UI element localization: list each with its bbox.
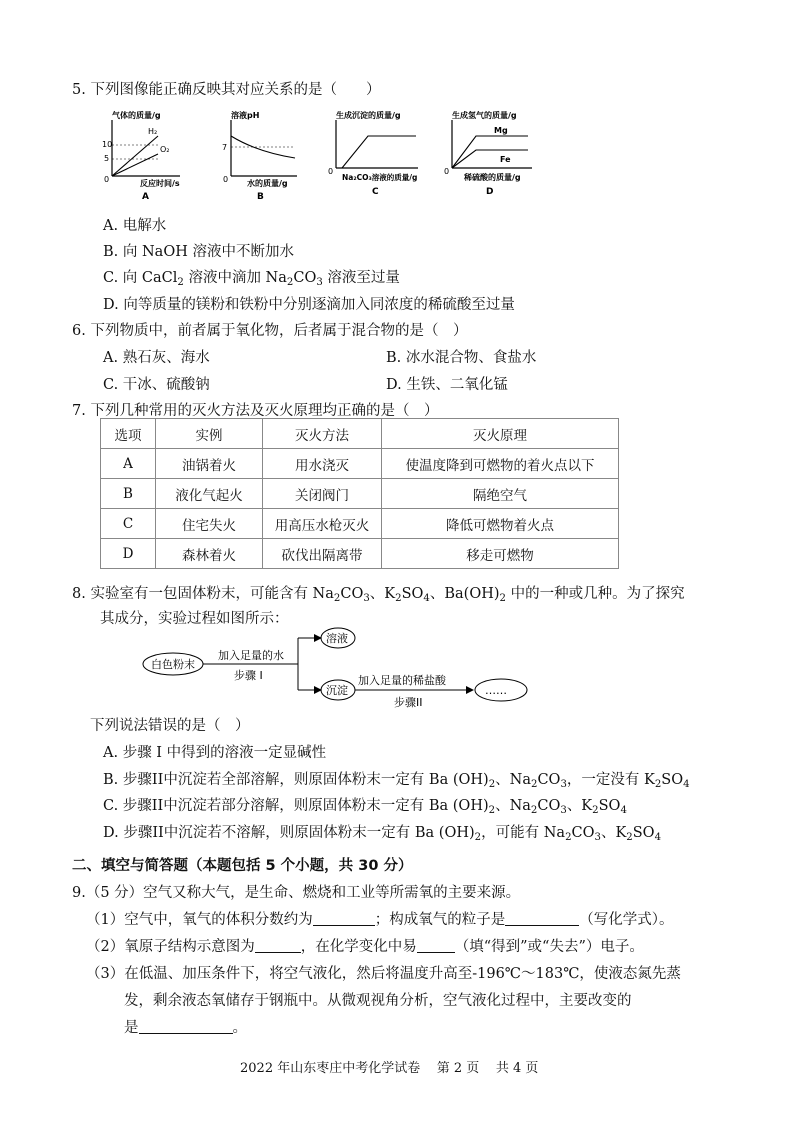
svg-text:7: 7 [222, 143, 228, 152]
svg-text:10: 10 [102, 140, 113, 149]
graph-d-mg-line [452, 136, 528, 168]
q5-option-d: D. 向等质量的镁粉和铁粉中分别逐滴加入同浓度的稀硫酸至过量 [103, 297, 515, 313]
page-footer [240, 1057, 538, 1076]
graph-c [322, 106, 432, 202]
q8-stem-line2: 其成分，实验过程如图所示： [100, 611, 289, 627]
svg-text:0: 0 [223, 175, 229, 184]
graph-d-letter: D [486, 187, 494, 197]
q9-part2: （2）氧原子结构示意图为 ，在化学变化中易 （填“得到”或“失去”）电子。 [86, 939, 644, 955]
q6-option-a: A. 熟石灰、海水 [103, 350, 210, 366]
flow-precipitate: 沉淀 [326, 684, 348, 697]
table-row: B 液化气起火 关闭阀门 隔绝空气 [101, 479, 619, 509]
answer-blank[interactable] [255, 938, 301, 953]
svg-text:水的质量/g: 水的质量/g [247, 179, 288, 188]
footer-title: 2022 年山东枣庄中考化学试卷 [240, 1061, 421, 1076]
graph-c-letter: C [372, 187, 379, 197]
svg-text:5: 5 [104, 154, 110, 163]
q8-option-c: C. 步骤II中沉淀若部分溶解，则原固体粉末一定有 Ba $(OH)_2$、$Na_2CO_3$、$K_2SO_4$ [103, 798, 627, 816]
flow-start: 白色粉末 [151, 658, 195, 671]
q6-option-b: B. 冰水混合物、食盐水 [386, 350, 537, 366]
q5-stem: 5. 下列图像能正确反映其对应关系的是（ ） [72, 82, 381, 98]
svg-text:H₂: H₂ [148, 127, 158, 136]
q7-stem: 7. 下列几种常用的灭火方法及灭火原理均正确的是（ ） [72, 403, 439, 419]
svg-text:生成沉淀的质量/g: 生成沉淀的质量/g [336, 111, 401, 120]
graph-a-h2-line [112, 136, 158, 176]
q9-part3-line1: （3）在低温、加压条件下，将空气液化，然后将温度升高至-196℃～183℃，使液态氮先蒸 [86, 966, 681, 982]
q8-stem-line1: 8. 实验室有一包固体粉末，可能含有 $Na_2CO_3$、$K_2SO_4$、$Ba(OH)_2$ 中的一种或几种。为了探究 [72, 586, 685, 604]
q5-option-b: B. 向 NaOH 溶液中不断加水 [103, 244, 294, 260]
answer-blank[interactable] [505, 911, 579, 926]
svg-text:O₂: O₂ [160, 145, 170, 154]
table-header-row: 选项 实例 灭火方法 灭火原理 [101, 419, 619, 449]
table-row: A 油锅着火 用水浇灭 使温度降到可燃物的着火点以下 [101, 449, 619, 479]
graph-c-line [342, 136, 416, 168]
q8-option-a: A. 步骤 I 中得到的溶液一定显碱性 [103, 745, 327, 761]
q8-question: 下列说法错误的是（ ） [90, 718, 250, 734]
footer-page: 第 2 页 [436, 1061, 480, 1076]
q9-part1: （1）空气中，氧气的体积分数约为 ；构成氧气的粒子是 （写化学式）。 [86, 912, 674, 928]
flow-solution: 溶液 [326, 632, 348, 645]
q6-stem: 6. 下列物质中，前者属于氧化物，后者属于混合物的是（ ） [72, 323, 468, 339]
svg-text:Fe: Fe [500, 155, 511, 164]
graph-b-letter: B [257, 192, 264, 202]
svg-text:0: 0 [444, 167, 450, 176]
svg-text:0: 0 [104, 175, 110, 184]
q9-part3-line2: 发，剩余液态氧储存于钢瓶中。从微观视角分析，空气液化过程中，主要改变的 [124, 993, 632, 1009]
table-row: C 住宅失火 用高压水枪灭火 降低可燃物着火点 [101, 509, 619, 539]
q8-option-b: B. 步骤II中沉淀若全部溶解，则原固体粉末一定有 Ba $(OH)_2$、$Na_2CO_3$，一定没有 $K_2SO_4$ [103, 772, 690, 790]
q5-option-a: A. 电解水 [103, 218, 167, 234]
q8-flow-diagram [140, 624, 540, 712]
svg-text:0: 0 [328, 167, 334, 176]
footer-total: 共 4 页 [495, 1061, 539, 1076]
svg-text:Mg: Mg [494, 126, 508, 135]
q9-stem: 9.（5 分）空气又称大气，是生命、燃烧和工业等所需氧的主要来源。 [72, 885, 521, 901]
q6-option-d: D. 生铁、二氧化锰 [386, 377, 508, 393]
flow-step2-name: 步骤II [394, 696, 423, 709]
svg-text:稀硫酸的质量/g: 稀硫酸的质量/g [464, 173, 521, 182]
svg-text:反应时间/s: 反应时间/s [140, 179, 180, 188]
svg-text:Na₂CO₃溶液的质量/g: Na₂CO₃溶液的质量/g [342, 173, 418, 182]
graph-a-ylabel: 气体的质量/g [112, 111, 161, 120]
graph-a [98, 106, 198, 202]
table-row: D 森林着火 砍伐出隔离带 移走可燃物 [101, 539, 619, 569]
flow-step2-label: 加入足量的稀盐酸 [358, 674, 446, 687]
svg-text:溶液pH: 溶液pH [231, 111, 260, 120]
graph-a-o2-line [112, 154, 158, 176]
graph-a-letter: A [142, 192, 149, 202]
flow-step1-label: 加入足量的水 [218, 649, 284, 662]
answer-blank[interactable] [313, 911, 375, 926]
q5-option-c: C. 向 CaCl$_2$ 溶液中滴加 $Na_2CO_3$ 溶液至过量 [103, 270, 400, 288]
graph-b [217, 106, 317, 202]
answer-blank[interactable] [139, 1019, 233, 1034]
flow-result: …… [485, 684, 507, 697]
q6-option-c: C. 干冰、硫酸钠 [103, 377, 210, 393]
q7-table [100, 418, 619, 569]
flow-step1-name: 步骤 I [234, 669, 263, 682]
answer-blank[interactable] [417, 938, 455, 953]
q9-part3-line3: 是 。 [124, 1020, 247, 1036]
q8-option-d: D. 步骤II中沉淀若不溶解，则原固体粉末一定有 Ba $(OH)_2$，可能有 $Na_2CO_3$、$K_2SO_4$ [103, 825, 662, 843]
graph-d [438, 106, 548, 202]
section-title: 二、填空与简答题（本题包括 5 个小题，共 30 分） [72, 858, 413, 874]
svg-text:生成氢气的质量/g: 生成氢气的质量/g [452, 111, 517, 120]
